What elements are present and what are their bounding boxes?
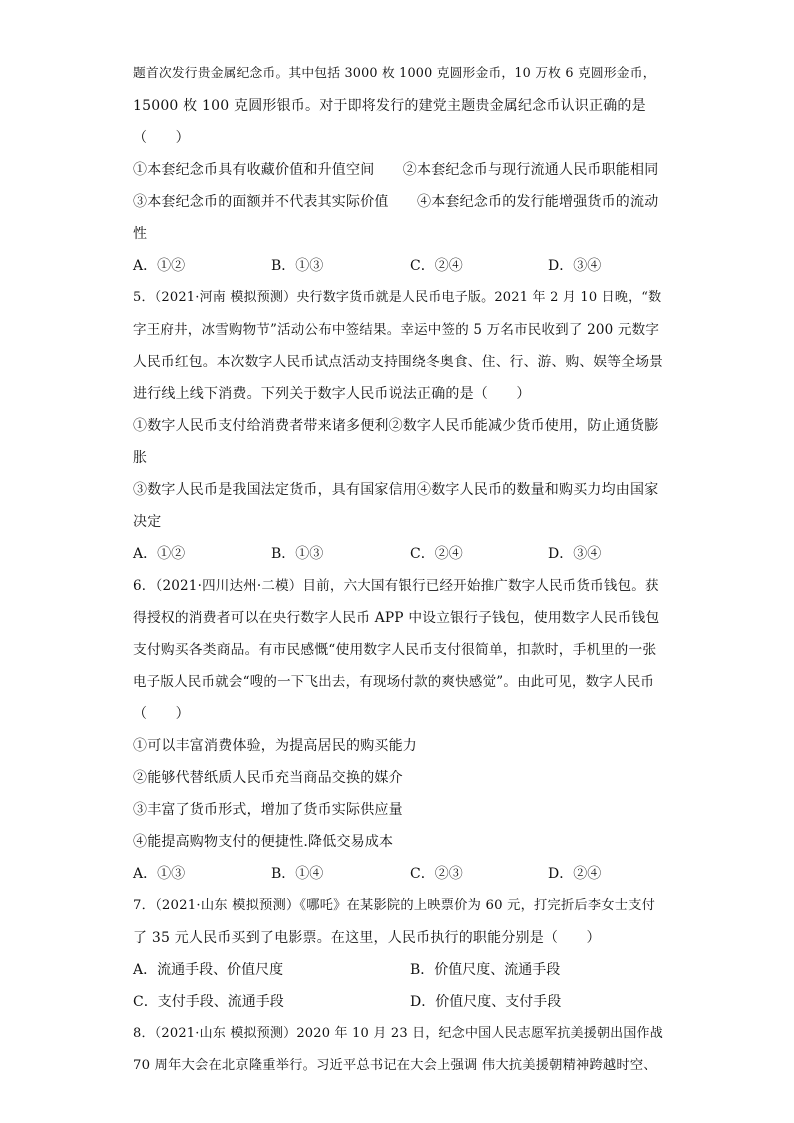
q6-line-1: 6．（2021·四川达州·二模）目前，六大国有银行已经开始推广数字人民币货币钱包。获 (133, 578, 659, 594)
q5-statement-2: 胀 (133, 450, 148, 466)
q7-line-2: 了 35 元人民币买到了电影票。在这里，人民币执行的职能分别是（ ） (133, 930, 601, 946)
q6-option-a: A．①③ (133, 866, 186, 882)
q7-option-b: B．价值尺度、流通手段 (410, 962, 561, 978)
q6-line-2: 得授权的消费者可以在央行数字人民币 APP 中设立银行子钱包，使用数字人民币钱包 (133, 610, 660, 626)
q5-option-c: C．②④ (410, 546, 463, 562)
q4-statement-3: 性 (133, 226, 148, 242)
q5-option-d: D．③④ (548, 546, 602, 562)
q7-option-c: C．支付手段、流通手段 (133, 994, 284, 1010)
q5-statement-4: 决定 (133, 514, 162, 530)
q8-line-2: 70 周年大会在北京隆重举行。习近平总书记在大会上强调 伟大抗美援朝精神跨越时空、 (133, 1058, 657, 1073)
q5-line-1: 5．（2021·河南 模拟预测）央行数字货币就是人民币电子版。2021 年 2 月 10 日晚，“数 (133, 290, 662, 305)
q6-statement-3: ③丰富了货币形式，增加了货币实际供应量 (133, 802, 403, 818)
q5-line-4: 进行线上线下消费。下列关于数字人民币说法正确的是（ ） (133, 386, 531, 402)
q6-option-d: D．②④ (548, 866, 602, 882)
q6-option-c: C．②③ (410, 866, 463, 882)
q7-line-1: 7．（2021·山东 模拟预测）《哪吒》在某影院的上映票价为 60 元，打完折后李女士支付 (133, 898, 656, 913)
q6-line-4: 电子版人民币就会“嗖的一下飞出去，有现场付款的爽快感觉”。由此可见，数字人民币 (133, 674, 655, 690)
q4-line-3: （ ） (133, 130, 190, 146)
q6-line-3: 支付购买各类商品。有市民感慨“使用数字人民币支付很简单，扣款时，手机里的一张 (133, 642, 657, 658)
q4-option-c: C．②④ (410, 258, 463, 274)
q6-statement-2: ②能够代替纸质人民币充当商品交换的媒介 (133, 770, 403, 786)
q8-line-1: 8．（2021·山东 模拟预测）2020 年 10 月 23 日，纪念中国人民志愿军抗美援朝出国作战 (133, 1026, 663, 1041)
q5-line-3: 人民币红包。本次数字人民币试点活动支持围绕冬奥食、住、行、游、购、娱等全场景 (133, 354, 664, 370)
q4-statement-2: ③本套纪念币的面额并不代表其实际价值 ④本套纪念币的发行能增强货币的流动 (133, 194, 659, 210)
q5-option-b: B．①③ (271, 546, 324, 562)
q6-statement-4: ④能提高购物支付的便捷性.降低交易成本 (133, 834, 394, 850)
q4-option-b: B．①③ (271, 258, 324, 274)
q7-option-a: A．流通手段、价值尺度 (133, 962, 284, 978)
q6-option-b: B．①④ (271, 866, 324, 882)
q6-statement-1: ①可以丰富消费体验，为提高居民的购买能力 (133, 738, 417, 754)
q4-option-d: D．③④ (548, 258, 602, 274)
q6-line-5: （ ） (133, 706, 190, 722)
q5-statement-1: ①数字人民币支付给消费者带来诸多便利②数字人民币能减少货币使用，防止通货膨 (133, 418, 659, 434)
q4-option-a: A．①② (133, 258, 186, 274)
q5-line-2: 字王府井，冰雪购物节”活动公布中签结果。幸运中签的 5 万名市民收到了 200 元数字 (133, 322, 660, 338)
q4-line-1: 题首次发行贵金属纪念币。其中包括 3000 枚 1000 克圆形金币，10 万枚 6 克圆形金币， (133, 66, 656, 81)
q7-option-d: D．价值尺度、支付手段 (410, 994, 562, 1010)
q4-line-2: 15000 枚 100 克圆形银币。对于即将发行的建党主题贵金属纪念币认识正确的是 (133, 98, 646, 114)
q4-statement-1: ①本套纪念币具有收藏价值和升值空间 ②本套纪念币与现行流通人民币职能相同 (133, 162, 659, 178)
q5-option-a: A．①② (133, 546, 186, 562)
q5-statement-3: ③数字人民币是我国法定货币，具有国家信用④数字人民币的数量和购买力均由国家 (133, 482, 659, 498)
